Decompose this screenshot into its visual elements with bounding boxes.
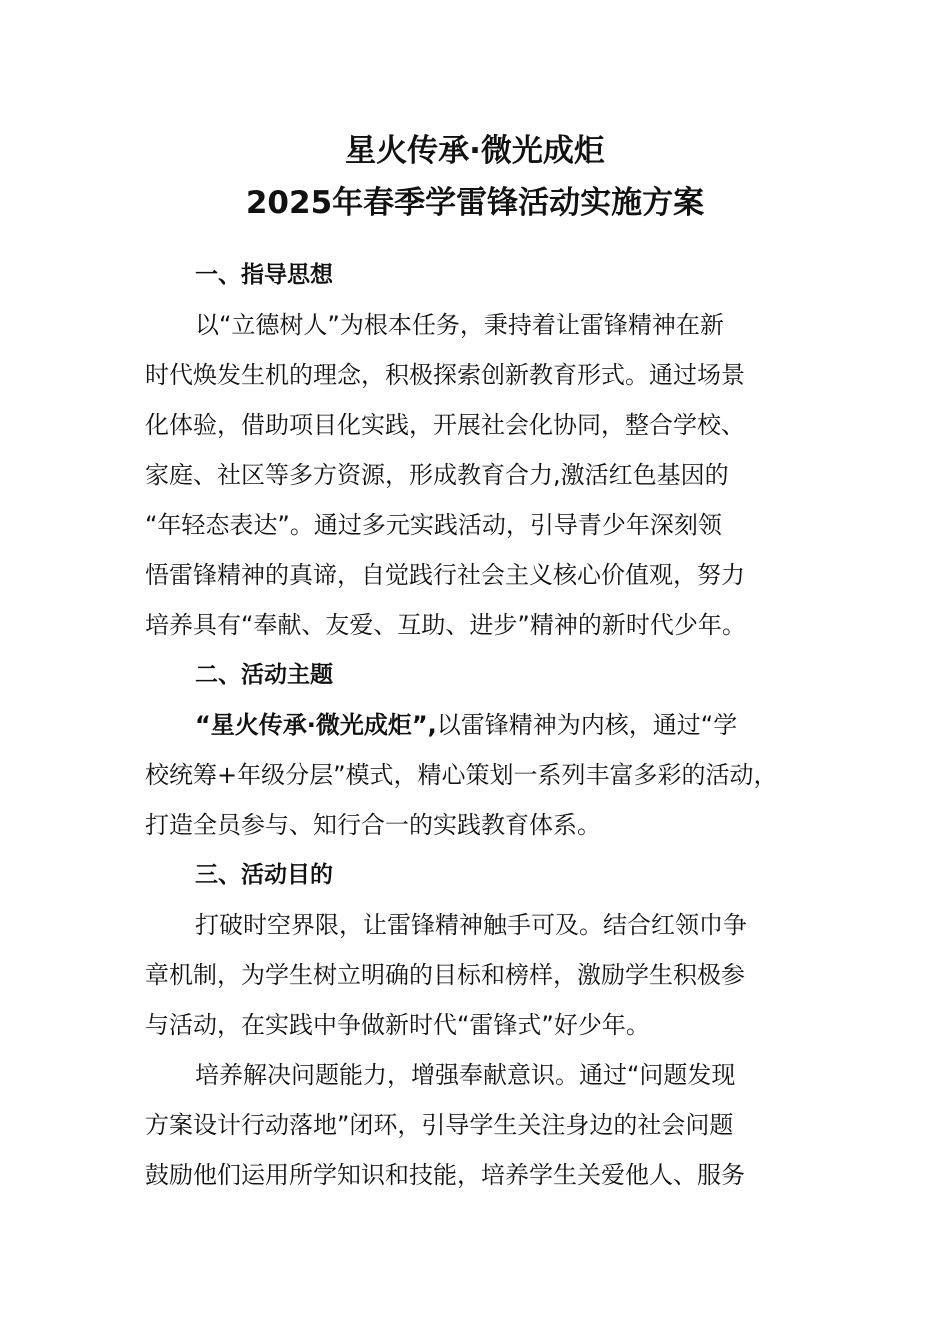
paragraph-line: 化体验，借助项目化实践，开展社会化协同，整合学校、	[145, 411, 745, 439]
theme-line	[195, 710, 737, 740]
paragraph-line: “年轻态表达”。通过多元实践活动，引导青少年深刻领	[145, 511, 722, 539]
paragraph-line: 时代焕发生机的理念，积极探索创新教育形式。通过场景	[145, 361, 745, 389]
title-line-2: 2025年春季学雷锋活动实施方案	[245, 185, 705, 221]
paragraph-line: 以“立德树人”为根本任务，秉持着让雷锋精神在新	[195, 311, 724, 339]
paragraph-line: 鼓励他们运用所学知识和技能，培养学生关爱他人、服务	[145, 1161, 745, 1189]
paragraph-line: 方案设计行动落地”闭环，引导学生关注身边的社会问题	[145, 1111, 734, 1139]
paragraph-line: 校统筹+年级分层”模式，精心策划一系列丰富多彩的活动，	[145, 761, 778, 789]
paragraph-line: 章机制，为学生树立明确的目标和榜样，激励学生积极参	[145, 961, 745, 989]
paragraph-line: 家庭、社区等多方资源，形成教育合力,激活红色基因的	[145, 461, 729, 489]
section-3-heading: 三、活动目的	[195, 862, 333, 888]
title-line-1: 星火传承·微光成炬	[345, 133, 605, 169]
paragraph-line: 培养具有“奉献、友爱、互助、进步”精神的新时代少年。	[145, 611, 746, 639]
paragraph-line: 培养解决问题能力，增强奉献意识。通过“问题发现	[195, 1061, 736, 1089]
paragraph-line: 悟雷锋精神的真谛，自觉践行社会主义核心价值观，努力	[145, 561, 745, 589]
section-2-heading: 二、活动主题	[195, 662, 333, 688]
paragraph-line: 与活动，在实践中争做新时代“雷锋式”好少年。	[145, 1011, 650, 1039]
theme-bold-text: “星火传承·微光成炬”,	[195, 711, 437, 739]
theme-line-rest: 以雷锋精神为内核，通过“学	[436, 711, 738, 739]
paragraph-line: 打造全员参与、知行合一的实践教育体系。	[145, 811, 601, 839]
section-1-heading: 一、指导思想	[195, 262, 333, 288]
paragraph-line: 打破时空界限，让雷锋精神触手可及。结合红领巾争	[195, 911, 747, 939]
